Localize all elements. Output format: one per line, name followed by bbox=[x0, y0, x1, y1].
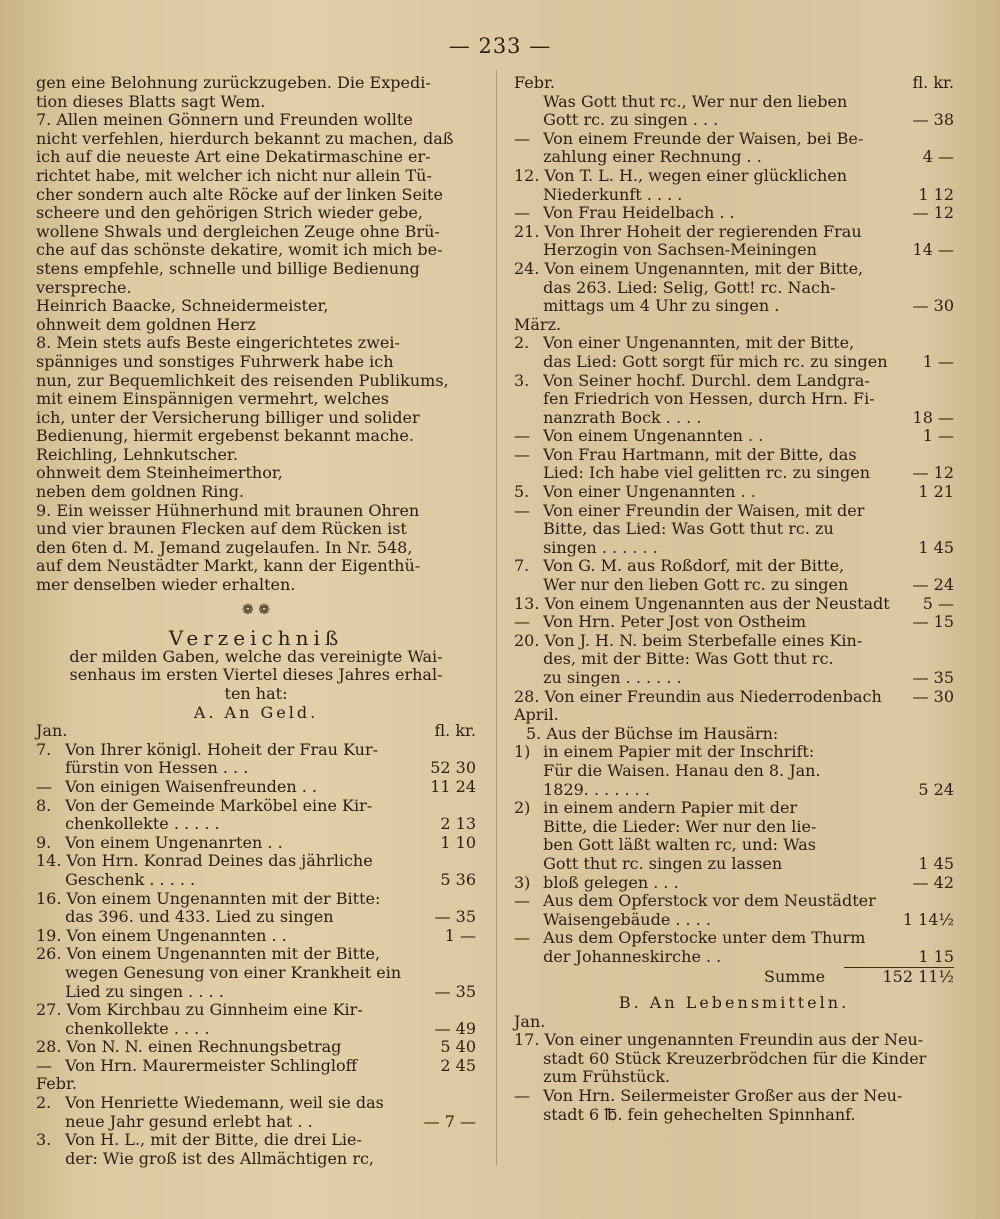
entry-date: 28. bbox=[514, 686, 540, 706]
ledger-row bbox=[514, 595, 954, 614]
entry-amount: 1 21 bbox=[918, 482, 954, 502]
entry-text: des, mit der Bitte: Was Gott thut rc. bbox=[538, 649, 834, 669]
entry-date: 3. bbox=[36, 1130, 52, 1150]
entry-text: Von Frau Hartmann, mit der Bitte, das bbox=[538, 444, 857, 464]
entry-text: Von Henriette Wiedemann, weil sie das bbox=[60, 1093, 384, 1113]
entry-text: Von einem Ungenannten . . bbox=[61, 925, 287, 945]
text-line: ten hat: bbox=[224, 684, 288, 703]
jan-entries bbox=[36, 741, 476, 1076]
ledger-row bbox=[514, 148, 954, 167]
entry-date: 8. bbox=[36, 795, 52, 815]
ledger-row bbox=[514, 557, 954, 576]
ledger-row bbox=[514, 483, 954, 502]
ledger-row bbox=[514, 427, 954, 446]
feb-entries bbox=[36, 1094, 476, 1168]
section-a-heading: A. An Geld. bbox=[193, 702, 319, 722]
month-jan-b: Jan. bbox=[514, 1011, 546, 1031]
text-line: und vier braunen Flecken auf dem Rücken ist bbox=[36, 519, 407, 539]
ledger-row bbox=[36, 927, 476, 946]
ledger-row bbox=[514, 130, 954, 149]
ledger-row bbox=[514, 855, 954, 874]
entry-text: Von G. M. aus Roßdorf, mit der Bitte, bbox=[538, 556, 845, 576]
entry-text: stadt 60 Stück Kreuzerbrödchen für die Kinder bbox=[538, 1048, 927, 1068]
entry-amount: 18 — bbox=[912, 407, 954, 427]
entry-text: Waisengebäude . . . . bbox=[538, 909, 711, 929]
text-line: ohnweit dem Steinheimerthor, bbox=[36, 463, 283, 483]
ledger-row bbox=[514, 781, 954, 800]
entry-date: — bbox=[514, 612, 530, 632]
entry-date: 24. bbox=[514, 258, 540, 278]
ledger-row bbox=[36, 908, 476, 927]
entry-text: Vom Kirchbau zu Ginnheim eine Kir- bbox=[61, 1000, 363, 1020]
ledger-row bbox=[514, 892, 954, 911]
entry-text: zum Frühstück. bbox=[538, 1067, 671, 1087]
text-line: Reichling, Lehnkutscher. bbox=[36, 444, 238, 464]
entry-amount: — 12 bbox=[912, 463, 954, 483]
summe-row bbox=[514, 968, 954, 987]
right-column bbox=[514, 74, 954, 1124]
text-line: tion dieses Blatts sagt Wem. bbox=[36, 91, 266, 111]
ledger-row bbox=[514, 223, 954, 242]
entry-amount: 4 — bbox=[922, 147, 954, 167]
text-line: ohnweit dem goldnen Herz bbox=[36, 314, 256, 334]
entry-amount: 1 14½ bbox=[902, 909, 954, 929]
entry-text: Von Ihrer Hoheit der regierenden Frau bbox=[539, 221, 862, 241]
ledger-row bbox=[514, 279, 954, 298]
ledger-row bbox=[36, 1020, 476, 1039]
entry-date: 26. bbox=[36, 944, 62, 964]
april-entries bbox=[514, 743, 954, 892]
maerz-entries bbox=[514, 334, 954, 706]
entry-date: 21. bbox=[514, 221, 540, 241]
entry-text: Von Frau Heidelbach . . bbox=[538, 203, 735, 223]
entry-text: Von Hrn. Peter Jost von Ostheim bbox=[538, 612, 807, 632]
entry-amount: 5 — bbox=[922, 593, 954, 613]
ledger-row bbox=[514, 241, 954, 260]
ledger-row bbox=[36, 964, 476, 983]
ornament: ❁ ❁ bbox=[242, 601, 270, 618]
text-line: auf dem Neustädter Markt, kann der Eigenthü- bbox=[36, 556, 421, 576]
ledger-row bbox=[36, 815, 476, 834]
entry-text: Für die Waisen. Hanau den 8. Jan. bbox=[538, 760, 821, 780]
ledger-row bbox=[36, 741, 476, 760]
entry-text: Geschenk . . . . . bbox=[60, 869, 196, 889]
entry-date: — bbox=[36, 1055, 52, 1075]
entry-date: 2. bbox=[36, 1093, 52, 1113]
ledger-row bbox=[36, 1038, 476, 1057]
entry-text: Lied zu singen . . . . bbox=[60, 981, 224, 1001]
text-line: mer denselben wieder erhalten. bbox=[36, 575, 296, 595]
feb-header bbox=[514, 74, 954, 93]
ledger-row bbox=[514, 111, 954, 130]
text-line: nun, zur Bequemlichkeit des reisenden Publikums, bbox=[36, 370, 449, 390]
entry-date: 17. bbox=[514, 1030, 540, 1050]
ledger-row bbox=[36, 834, 476, 853]
entry-text: Herzogin von Sachsen-Meiningen bbox=[538, 240, 817, 260]
entry-amount: 5 40 bbox=[440, 1037, 476, 1057]
month-jan: Jan. bbox=[36, 721, 68, 741]
entry-date: 12. bbox=[514, 165, 540, 185]
text-line: ich auf die neueste Art eine Dekatirmaschine er- bbox=[36, 147, 431, 167]
entry-amount: 2 13 bbox=[440, 814, 476, 834]
entry-text: Von einigen Waisenfreunden . . bbox=[60, 776, 318, 796]
ledger-row bbox=[514, 874, 954, 893]
entry-text: Von Hrn. Seilermeister Großer aus der Neu- bbox=[538, 1086, 903, 1106]
entry-date: — bbox=[514, 203, 530, 223]
entry-date: 7. bbox=[36, 739, 52, 759]
entry-amount: 1 — bbox=[922, 351, 954, 371]
entry-text: das 396. und 433. Lied zu singen bbox=[60, 907, 334, 927]
entry-text: wegen Genesung von einer Krankheit ein bbox=[60, 962, 402, 982]
entry-text: zahlung einer Rechnung . . bbox=[538, 147, 762, 167]
ledger-row bbox=[514, 446, 954, 465]
text-line: spänniges und sonstiges Fuhrwerk habe ich bbox=[36, 351, 394, 371]
tail-entries bbox=[514, 892, 954, 966]
ledger-row bbox=[514, 167, 954, 186]
entry-text: Gott rc. zu singen . . . bbox=[538, 110, 719, 130]
entry-amount: 52 30 bbox=[430, 758, 476, 778]
text-line: ich, unter der Versicherung billiger und solider bbox=[36, 407, 420, 427]
entry-text: Aus dem Opferstock vor dem Neustädter bbox=[538, 891, 876, 911]
ledger-row bbox=[514, 929, 954, 948]
entry-date: 3) bbox=[514, 872, 531, 892]
ledger-row bbox=[36, 797, 476, 816]
entry-text: Von einer Ungenannten . . bbox=[538, 482, 756, 502]
ledger-row bbox=[36, 1001, 476, 1020]
entry-amount: 1 — bbox=[922, 426, 954, 446]
verzeichnis-title: Verzeichniß bbox=[168, 626, 344, 651]
entry-date: — bbox=[514, 891, 530, 911]
text-line: der milden Gaben, welche das vereinigte Wai- bbox=[69, 646, 443, 666]
b-entries bbox=[514, 1031, 954, 1124]
entry-amount: 1 15 bbox=[918, 946, 954, 966]
entry-date: 7. bbox=[514, 556, 530, 576]
entry-text: nanzrath Bock . . . . bbox=[538, 407, 702, 427]
text-line: den 6ten d. M. Jemand zugelaufen. In Nr. 548, bbox=[36, 537, 413, 557]
left-notices bbox=[36, 74, 476, 595]
entry-text: Von einer Freundin der Waisen, mit der bbox=[538, 500, 865, 520]
entry-text: Von einer ungenannten Freundin aus der Neu- bbox=[539, 1030, 924, 1050]
entry-text: das 263. Lied: Selig, Gott! rc. Nach- bbox=[538, 277, 836, 297]
ledger-row bbox=[36, 852, 476, 871]
entry-text: Von einer Freundin aus Niederrodenbach bbox=[539, 686, 882, 706]
entry-text: Von einem Ungenannten mit der Bitte: bbox=[61, 888, 381, 908]
ledger-row bbox=[514, 93, 954, 112]
feb-entries-right bbox=[514, 93, 954, 316]
entry-text: in einem Papier mit der Inschrift: bbox=[538, 742, 815, 762]
ledger-row bbox=[36, 1131, 476, 1150]
entry-text: Von einem Ungenannten aus der Neustadt bbox=[539, 593, 890, 613]
ledger-row bbox=[514, 204, 954, 223]
ledger-row bbox=[36, 778, 476, 797]
ledger-row bbox=[514, 390, 954, 409]
ledger-row bbox=[514, 613, 954, 632]
ledger-row bbox=[36, 983, 476, 1002]
entry-text: Bitte, die Lieder: Wer nur den lie- bbox=[538, 816, 817, 836]
entry-text: fürstin von Hessen . . . bbox=[60, 758, 249, 778]
entry-date: — bbox=[514, 1086, 530, 1106]
entry-text: Niederkunft . . . . bbox=[538, 184, 683, 204]
entry-date: 5. bbox=[514, 482, 530, 502]
ledger-row bbox=[514, 836, 954, 855]
entry-amount: — 24 bbox=[912, 575, 954, 595]
ledger-row bbox=[514, 650, 954, 669]
entry-text: Von einem Ungenannten mit der Bitte, bbox=[61, 944, 381, 964]
entry-text: Von H. L., mit der Bitte, die drei Lie- bbox=[60, 1130, 362, 1150]
entry-amount: 1 — bbox=[444, 925, 476, 945]
entry-text: mittags um 4 Uhr zu singen . bbox=[538, 296, 780, 316]
entry-text: Von Seiner hochf. Durchl. dem Landgra- bbox=[538, 370, 870, 390]
ledger-row bbox=[514, 409, 954, 428]
text-line: Heinrich Baacke, Schneidermeister, bbox=[36, 296, 329, 316]
month-april: April. bbox=[514, 705, 559, 725]
ledger-row bbox=[514, 669, 954, 688]
currency-header: fl. kr. bbox=[434, 721, 476, 741]
entry-amount: 11 24 bbox=[430, 776, 476, 796]
entry-text: Von einem Ungenannten . . bbox=[538, 426, 764, 446]
entry-date: 20. bbox=[514, 630, 540, 650]
entry-date: 19. bbox=[36, 925, 62, 945]
entry-amount: 1 12 bbox=[918, 184, 954, 204]
entry-amount: 1 45 bbox=[918, 537, 954, 557]
entry-date: 16. bbox=[36, 888, 62, 908]
ledger-row bbox=[514, 762, 954, 781]
entry-amount: 5 24 bbox=[918, 779, 954, 799]
entry-text: Von einem Freunde der Waisen, bei Be- bbox=[538, 128, 864, 148]
entry-amount: — 7 — bbox=[423, 1111, 476, 1131]
ledger-row bbox=[514, 632, 954, 651]
entry-amount: 1 45 bbox=[918, 853, 954, 873]
ledger-row bbox=[36, 945, 476, 964]
entry-text: der Johanneskirche . . bbox=[538, 946, 722, 966]
text-line: gen eine Belohnung zurückzugeben. Die Expedi- bbox=[36, 73, 431, 92]
ledger-row bbox=[514, 1050, 954, 1069]
entry-amount: — 35 bbox=[912, 668, 954, 687]
page-number: — 233 — bbox=[448, 34, 552, 58]
entry-date: 28. bbox=[36, 1037, 62, 1057]
entry-text: zu singen . . . . . . bbox=[538, 668, 682, 687]
ledger-row bbox=[514, 1068, 954, 1087]
summe-value: 152 11½ bbox=[882, 966, 954, 986]
text-line: che auf das schönste dekatire, womit ich mich be- bbox=[36, 240, 443, 260]
verzeichnis-subtitle bbox=[36, 648, 476, 704]
entry-text: singen . . . . . . bbox=[538, 537, 658, 557]
entry-amount: — 35 bbox=[434, 907, 476, 927]
ledger-row bbox=[514, 1087, 954, 1106]
entry-text: Lied: Ich habe viel gelitten rc. zu singen bbox=[538, 463, 871, 483]
ledger-row bbox=[514, 260, 954, 279]
entry-date: 3. bbox=[514, 370, 530, 390]
text-line: mit einem Einspännigen vermehrt, welches bbox=[36, 389, 389, 409]
entry-text: Gott thut rc. singen zu lassen bbox=[538, 853, 783, 873]
entry-amount: 2 45 bbox=[440, 1055, 476, 1075]
entry-date: 14. bbox=[36, 851, 62, 871]
text-line: cher sondern auch alte Röcke auf der linken Seite bbox=[36, 184, 443, 204]
entry-text: chenkollekte . . . . bbox=[60, 1018, 210, 1038]
entry-text: bloß gelegen . . . bbox=[538, 872, 679, 892]
text-line: senhaus im ersten Viertel dieses Jahres erhal- bbox=[69, 665, 443, 685]
entry-text: das Lied: Gott sorgt für mich rc. zu singen bbox=[538, 351, 888, 371]
jan-header bbox=[36, 722, 476, 741]
ledger-row bbox=[36, 759, 476, 778]
summe-label: Summe bbox=[764, 966, 826, 986]
section-b-heading: B. An Lebensmitteln. bbox=[618, 993, 850, 1013]
ledger-row bbox=[514, 334, 954, 353]
entry-date: 9. bbox=[36, 832, 52, 852]
entry-amount: — 30 bbox=[912, 686, 954, 706]
column-divider bbox=[496, 70, 497, 1165]
entry-amount: — 42 bbox=[912, 872, 954, 892]
text-line: 9. Ein weisser Hühnerhund mit braunen Ohren bbox=[36, 500, 420, 520]
text-line: scheere und den gehörigen Strich wieder gebe, bbox=[36, 203, 423, 223]
entry-date: — bbox=[514, 426, 530, 446]
entry-date: — bbox=[514, 128, 530, 148]
text-line: 8. Mein stets aufs Beste eingerichtetes zwei- bbox=[36, 333, 400, 353]
april-intro: 5. Aus der Büchse im Hausärn: bbox=[526, 723, 779, 743]
ledger-row bbox=[36, 1094, 476, 1113]
entry-text: Was Gott thut rc., Wer nur den lieben bbox=[538, 91, 848, 111]
ledger-row bbox=[514, 818, 954, 837]
entry-text: chenkollekte . . . . . bbox=[60, 814, 220, 834]
entry-text: stadt 6 ℔. fein gehechelten Spinnhanf. bbox=[538, 1104, 856, 1124]
ledger-row bbox=[36, 1057, 476, 1076]
entry-text: der: Wie groß ist des Allmächtigen rc, bbox=[60, 1148, 375, 1168]
entry-amount: 1 10 bbox=[440, 832, 476, 852]
ledger-row bbox=[514, 372, 954, 391]
ledger-row bbox=[514, 576, 954, 595]
entry-text: Von einem Ungenannten, mit der Bitte, bbox=[539, 258, 864, 278]
entry-text: Von einem Ungenanrten . . bbox=[60, 832, 283, 852]
ledger-row bbox=[36, 1150, 476, 1169]
entry-amount: — 35 bbox=[434, 981, 476, 1001]
entry-date: — bbox=[514, 444, 530, 464]
entry-date: — bbox=[36, 776, 52, 796]
entry-date: 2. bbox=[514, 333, 530, 353]
left-column bbox=[36, 74, 476, 1168]
entry-amount: — 30 bbox=[912, 296, 954, 316]
ledger-row bbox=[514, 799, 954, 818]
entry-amount: 14 — bbox=[912, 240, 954, 260]
ledger-row bbox=[36, 890, 476, 909]
entry-text: Aus dem Opferstocke unter dem Thurm bbox=[538, 928, 866, 948]
ledger-row bbox=[514, 353, 954, 372]
entry-date: — bbox=[514, 500, 530, 520]
ledger-row bbox=[514, 688, 954, 707]
entry-text: Von Hrn. Konrad Deines das jährliche bbox=[61, 851, 373, 871]
text-line: wollene Shwals und dergleichen Zeuge ohne Brü- bbox=[36, 221, 440, 241]
ledger-row bbox=[514, 502, 954, 521]
entry-text: Wer nur den lieben Gott rc. zu singen bbox=[538, 575, 849, 595]
text-line: stens empfehle, schnelle und billige Bedienung bbox=[36, 258, 420, 278]
entry-text: Von Hrn. Maurermeister Schlingloff bbox=[60, 1055, 357, 1075]
ledger-row bbox=[514, 520, 954, 539]
text-line: verspreche. bbox=[36, 277, 132, 297]
entry-text: Von N. N. einen Rechnungsbetrag bbox=[61, 1037, 342, 1057]
entry-amount: — 15 bbox=[912, 612, 954, 632]
entry-date: 27. bbox=[36, 1000, 62, 1020]
month-feb-right: Febr. bbox=[514, 73, 555, 92]
text-line: nicht verfehlen, hierdurch bekannt zu machen, daß bbox=[36, 128, 454, 148]
entry-date: 13. bbox=[514, 593, 540, 613]
entry-text: fen Friedrich von Hessen, durch Hrn. Fi- bbox=[538, 389, 875, 409]
ledger-row bbox=[36, 1113, 476, 1132]
entry-text: Von einer Ungenannten, mit der Bitte, bbox=[538, 333, 855, 353]
entry-amount: — 49 bbox=[434, 1018, 476, 1038]
entry-date: — bbox=[514, 928, 530, 948]
ledger-row bbox=[514, 1031, 954, 1050]
entry-date: 1) bbox=[514, 742, 531, 762]
ledger-row bbox=[514, 539, 954, 558]
ledger-row bbox=[514, 948, 954, 967]
entry-text: Von Ihrer königl. Hoheit der Frau Kur- bbox=[60, 739, 379, 759]
entry-text: Bitte, das Lied: Was Gott thut rc. zu bbox=[538, 519, 834, 539]
entry-amount: 5 36 bbox=[440, 869, 476, 889]
entry-text: Von T. L. H., wegen einer glücklichen bbox=[539, 165, 848, 185]
entry-text: in einem andern Papier mit der bbox=[538, 798, 798, 818]
ledger-row bbox=[36, 871, 476, 890]
entry-date: 2) bbox=[514, 798, 531, 818]
entry-text: Von der Gemeinde Marköbel eine Kir- bbox=[60, 795, 373, 815]
entry-amount: — 12 bbox=[912, 203, 954, 223]
entry-text: Von J. H. N. beim Sterbefalle eines Kin- bbox=[539, 630, 863, 650]
entry-text: neue Jahr gesund erlebt hat . . bbox=[60, 1111, 313, 1131]
ledger-row bbox=[514, 464, 954, 483]
currency-header-right: fl. kr. bbox=[912, 73, 954, 92]
entry-text: 1829. . . . . . . bbox=[538, 779, 650, 799]
text-line: richtet habe, mit welcher ich nicht nur allein Tü- bbox=[36, 165, 432, 185]
entry-amount: — 38 bbox=[912, 110, 954, 130]
ledger-row bbox=[514, 911, 954, 930]
ledger-row bbox=[514, 297, 954, 316]
ledger-row bbox=[514, 743, 954, 762]
month-feb: Febr. bbox=[36, 1074, 77, 1094]
month-maerz: März. bbox=[514, 314, 562, 334]
text-line: neben dem goldnen Ring. bbox=[36, 482, 245, 502]
text-line: Bedienung, hiermit ergebenst bekannt mache. bbox=[36, 426, 414, 446]
text-line: 7. Allen meinen Gönnern und Freunden wollte bbox=[36, 110, 413, 130]
ledger-row bbox=[514, 1106, 954, 1125]
entry-text: ben Gott läßt walten rc, und: Was bbox=[538, 835, 816, 855]
ledger-row bbox=[514, 186, 954, 205]
